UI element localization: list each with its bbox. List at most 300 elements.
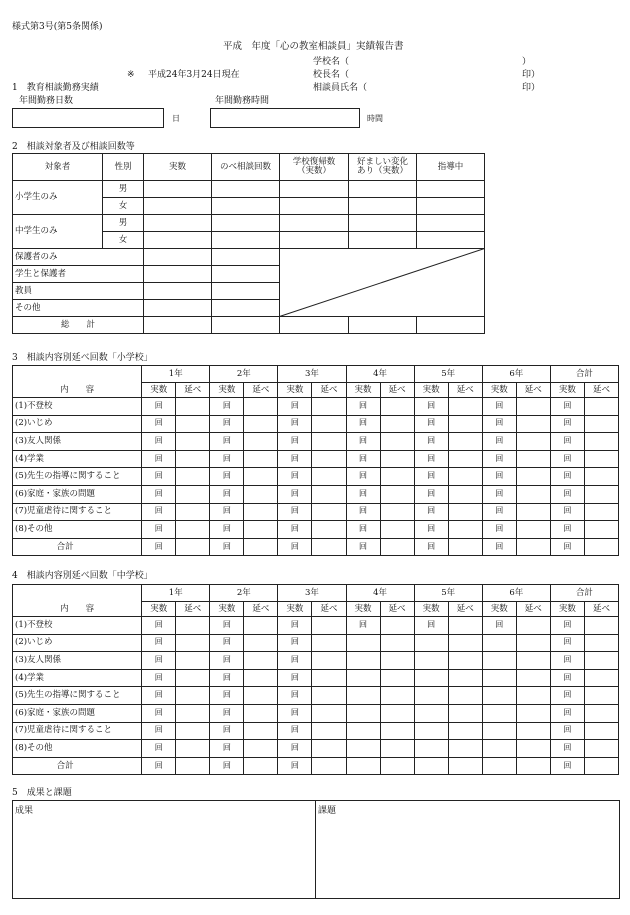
elem-cumulative-cell[interactable] <box>244 521 278 539</box>
elem-cumulative-cell[interactable] <box>312 450 346 468</box>
days-field[interactable] <box>12 108 164 128</box>
elem-cumulative-cell[interactable] <box>244 398 278 416</box>
elem-cumulative-cell[interactable] <box>176 538 210 556</box>
jhs-count-cell[interactable] <box>278 722 312 740</box>
elem-cumulative-cell[interactable] <box>584 415 618 433</box>
jhs-cumulative-cell[interactable] <box>448 652 482 670</box>
elem-cumulative-cell[interactable] <box>176 485 210 503</box>
elem-cumulative-cell[interactable] <box>176 433 210 451</box>
elem-count-cell[interactable] <box>482 538 516 556</box>
elem-count-cell[interactable] <box>346 450 380 468</box>
elem-count-cell[interactable] <box>482 468 516 486</box>
jhs-count-cell[interactable] <box>278 757 312 775</box>
s2-entry-cell[interactable] <box>417 317 485 334</box>
elem-cumulative-cell[interactable] <box>584 503 618 521</box>
jhs-cumulative-cell[interactable] <box>312 757 346 775</box>
elem-count-cell[interactable] <box>550 521 584 539</box>
elem-cumulative-cell[interactable] <box>448 398 482 416</box>
elem-count-cell[interactable] <box>346 415 380 433</box>
elem-count-cell[interactable] <box>482 503 516 521</box>
jhs-count-cell[interactable] <box>550 617 584 635</box>
elem-cumulative-cell[interactable] <box>312 433 346 451</box>
elem-count-cell[interactable] <box>210 398 244 416</box>
jhs-cumulative-cell[interactable] <box>516 617 550 635</box>
jhs-count-cell[interactable] <box>414 652 448 670</box>
elem-count-cell[interactable] <box>278 521 312 539</box>
elem-cumulative-cell[interactable] <box>516 398 550 416</box>
elem-cumulative-cell[interactable] <box>176 415 210 433</box>
jhs-count-cell[interactable] <box>414 722 448 740</box>
elem-count-cell[interactable] <box>414 398 448 416</box>
jhs-count-cell[interactable] <box>346 652 380 670</box>
count-unit: 回 <box>563 655 572 665</box>
jhs-count-cell[interactable] <box>414 617 448 635</box>
jhs-count-cell[interactable] <box>142 722 176 740</box>
elem-cumulative-cell[interactable] <box>380 433 414 451</box>
jhs-cumulative-cell[interactable] <box>516 687 550 705</box>
elem-cumulative-cell[interactable] <box>312 503 346 521</box>
elem-cumulative-cell[interactable] <box>244 450 278 468</box>
elem-count-cell[interactable] <box>550 415 584 433</box>
elem-count-cell[interactable] <box>278 450 312 468</box>
elem-count-cell[interactable] <box>142 503 176 521</box>
jhs-count-cell[interactable] <box>278 687 312 705</box>
elem-cumulative-cell[interactable] <box>448 433 482 451</box>
jhs-count-cell[interactable] <box>414 704 448 722</box>
elem-count-cell[interactable] <box>482 398 516 416</box>
jhs-count-cell[interactable] <box>550 704 584 722</box>
jhs-count-cell[interactable] <box>414 634 448 652</box>
elem-cumulative-cell[interactable] <box>312 398 346 416</box>
hours-field[interactable] <box>210 108 360 128</box>
elem-count-cell[interactable] <box>346 485 380 503</box>
jhs-count-cell[interactable] <box>346 740 380 758</box>
jhs-cumulative-cell[interactable] <box>584 634 618 652</box>
jhs-cumulative-cell[interactable] <box>380 740 414 758</box>
elem-cumulative-cell[interactable] <box>516 450 550 468</box>
elem-count-cell[interactable] <box>278 468 312 486</box>
elem-cumulative-cell[interactable] <box>312 485 346 503</box>
jhs-cumulative-cell[interactable] <box>244 757 278 775</box>
elem-count-cell[interactable] <box>142 538 176 556</box>
elem-cumulative-cell[interactable] <box>584 485 618 503</box>
jhs-cumulative-cell[interactable] <box>244 687 278 705</box>
elem-cumulative-cell[interactable] <box>312 468 346 486</box>
elem-count-cell[interactable] <box>550 398 584 416</box>
elem-count-cell[interactable] <box>414 485 448 503</box>
jhs-count-cell[interactable] <box>210 722 244 740</box>
jhs-count-cell[interactable] <box>414 757 448 775</box>
elem-count-cell[interactable] <box>346 398 380 416</box>
elem-cumulative-cell[interactable] <box>380 468 414 486</box>
elem-cumulative-cell[interactable] <box>516 433 550 451</box>
s2-entry-cell[interactable] <box>144 249 212 266</box>
jhs-cumulative-cell[interactable] <box>584 740 618 758</box>
elem-count-cell[interactable] <box>210 521 244 539</box>
jhs-count-cell[interactable] <box>346 704 380 722</box>
jhs-cumulative-cell[interactable] <box>516 704 550 722</box>
jhs-sub-header-cumulative: 延べ <box>584 602 618 617</box>
jhs-count-cell[interactable] <box>210 669 244 687</box>
s2-entry-cell[interactable] <box>280 317 349 334</box>
elem-cumulative-cell[interactable] <box>244 538 278 556</box>
count-unit: 回 <box>154 418 163 428</box>
elem-count-cell[interactable] <box>346 521 380 539</box>
jhs-cumulative-cell[interactable] <box>176 722 210 740</box>
jhs-count-cell[interactable] <box>278 652 312 670</box>
jhs-count-cell[interactable] <box>142 704 176 722</box>
elem-count-cell[interactable] <box>414 503 448 521</box>
jhs-cumulative-cell[interactable] <box>312 687 346 705</box>
elem-cumulative-cell[interactable] <box>448 468 482 486</box>
jhs-count-cell[interactable] <box>346 617 380 635</box>
jhs-count-cell[interactable] <box>482 722 516 740</box>
elem-count-cell[interactable] <box>210 468 244 486</box>
count-unit: 回 <box>222 418 231 428</box>
elem-cumulative-cell[interactable] <box>448 450 482 468</box>
elem-count-cell[interactable] <box>550 538 584 556</box>
elem-cumulative-cell[interactable] <box>380 503 414 521</box>
elem-cumulative-cell[interactable] <box>448 485 482 503</box>
jhs-cumulative-cell[interactable] <box>312 652 346 670</box>
elem-cumulative-cell[interactable] <box>380 415 414 433</box>
elem-count-cell[interactable] <box>482 415 516 433</box>
jhs-cumulative-cell[interactable] <box>312 669 346 687</box>
elem-cumulative-cell[interactable] <box>176 468 210 486</box>
elem-cumulative-cell[interactable] <box>584 521 618 539</box>
jhs-cumulative-cell[interactable] <box>584 617 618 635</box>
jhs-cumulative-cell[interactable] <box>312 722 346 740</box>
jhs-count-cell[interactable] <box>278 634 312 652</box>
jhs-cumulative-cell[interactable] <box>516 757 550 775</box>
elem-count-cell[interactable] <box>550 485 584 503</box>
jhs-count-cell[interactable] <box>414 687 448 705</box>
jhs-cumulative-cell[interactable] <box>380 687 414 705</box>
jhs-cumulative-cell[interactable] <box>448 757 482 775</box>
elem-cumulative-cell[interactable] <box>380 485 414 503</box>
jhs-cumulative-cell[interactable] <box>448 669 482 687</box>
elem-count-cell[interactable] <box>142 485 176 503</box>
jhs-cumulative-cell[interactable] <box>516 740 550 758</box>
jhs-count-cell[interactable] <box>142 740 176 758</box>
elem-cumulative-cell[interactable] <box>244 503 278 521</box>
elem-count-cell[interactable] <box>414 468 448 486</box>
elem-count-cell[interactable] <box>210 433 244 451</box>
jhs-count-cell[interactable] <box>278 704 312 722</box>
jhs-count-cell[interactable] <box>482 617 516 635</box>
elem-count-cell[interactable] <box>414 538 448 556</box>
jhs-cumulative-cell[interactable] <box>584 652 618 670</box>
elem-cumulative-cell[interactable] <box>380 450 414 468</box>
jhs-count-cell[interactable] <box>142 652 176 670</box>
elem-cumulative-cell[interactable] <box>244 485 278 503</box>
elem-count-cell[interactable] <box>346 468 380 486</box>
jhs-count-cell[interactable] <box>346 634 380 652</box>
jhs-cumulative-cell[interactable] <box>244 652 278 670</box>
jhs-count-cell[interactable] <box>210 687 244 705</box>
elem-cumulative-cell[interactable] <box>516 538 550 556</box>
jhs-cumulative-cell[interactable] <box>380 669 414 687</box>
jhs-cumulative-cell[interactable] <box>176 687 210 705</box>
jhs-cumulative-cell[interactable] <box>516 722 550 740</box>
jhs-count-cell[interactable] <box>346 757 380 775</box>
jhs-cumulative-cell[interactable] <box>448 617 482 635</box>
elem-count-cell[interactable] <box>278 433 312 451</box>
elem-cumulative-cell[interactable] <box>380 398 414 416</box>
elem-count-cell[interactable] <box>550 433 584 451</box>
jhs-cumulative-cell[interactable] <box>380 634 414 652</box>
elem-count-cell[interactable] <box>414 450 448 468</box>
jhs-cumulative-cell[interactable] <box>516 634 550 652</box>
s2-entry-cell[interactable] <box>280 215 349 232</box>
elem-count-cell[interactable] <box>482 485 516 503</box>
jhs-count-cell[interactable] <box>482 687 516 705</box>
elem-cumulative-cell[interactable] <box>244 468 278 486</box>
elem-cumulative-cell[interactable] <box>584 398 618 416</box>
s2-entry-cell[interactable] <box>280 181 349 198</box>
jhs-count-cell[interactable] <box>278 669 312 687</box>
s2-entry-cell[interactable] <box>144 232 212 249</box>
jhs-cumulative-cell[interactable] <box>516 652 550 670</box>
jhs-count-cell[interactable] <box>278 617 312 635</box>
s2-entry-cell[interactable] <box>212 181 280 198</box>
elem-cumulative-cell[interactable] <box>380 521 414 539</box>
jhs-cumulative-cell[interactable] <box>244 722 278 740</box>
elem-cumulative-cell[interactable] <box>176 450 210 468</box>
elem-count-cell[interactable] <box>278 415 312 433</box>
elem-count-cell[interactable] <box>278 503 312 521</box>
elem-count-cell[interactable] <box>346 503 380 521</box>
jhs-count-cell[interactable] <box>210 652 244 670</box>
elem-cumulative-cell[interactable] <box>176 521 210 539</box>
elem-cumulative-cell[interactable] <box>176 503 210 521</box>
elem-cumulative-cell[interactable] <box>244 415 278 433</box>
elem-count-cell[interactable] <box>482 450 516 468</box>
jhs-cumulative-cell[interactable] <box>584 722 618 740</box>
s2-entry-cell[interactable] <box>417 198 485 215</box>
elem-cumulative-cell[interactable] <box>448 415 482 433</box>
jhs-cumulative-cell[interactable] <box>176 757 210 775</box>
elem-count-cell[interactable] <box>210 485 244 503</box>
elem-count-cell[interactable] <box>346 538 380 556</box>
jhs-cumulative-cell[interactable] <box>176 617 210 635</box>
count-unit: 回 <box>222 471 231 481</box>
elem-cumulative-cell[interactable] <box>176 398 210 416</box>
jhs-count-cell[interactable] <box>210 704 244 722</box>
elem-cumulative-cell[interactable] <box>516 468 550 486</box>
elem-cumulative-cell[interactable] <box>584 468 618 486</box>
elem-count-cell[interactable] <box>142 468 176 486</box>
s2-entry-cell[interactable] <box>144 215 212 232</box>
elem-cumulative-cell[interactable] <box>584 433 618 451</box>
school-name-label: 学校名（ <box>313 57 350 67</box>
s2-entry-cell[interactable] <box>417 181 485 198</box>
elem-cumulative-cell[interactable] <box>584 450 618 468</box>
jhs-cumulative-cell[interactable] <box>244 704 278 722</box>
elem-count-cell[interactable] <box>414 415 448 433</box>
elem-count-cell[interactable] <box>142 415 176 433</box>
elem-cumulative-cell[interactable] <box>516 503 550 521</box>
jhs-count-cell[interactable] <box>142 669 176 687</box>
s2-entry-cell[interactable] <box>349 232 417 249</box>
jhs-cumulative-cell[interactable] <box>244 669 278 687</box>
elem-count-cell[interactable] <box>210 538 244 556</box>
jhs-cumulative-cell[interactable] <box>176 652 210 670</box>
s2-entry-cell[interactable] <box>212 317 280 334</box>
elem-count-cell[interactable] <box>142 433 176 451</box>
jhs-count-cell[interactable] <box>142 757 176 775</box>
jhs-cumulative-cell[interactable] <box>584 669 618 687</box>
elem-cumulative-cell[interactable] <box>516 485 550 503</box>
jhs-cumulative-cell[interactable] <box>380 652 414 670</box>
s2-entry-cell[interactable] <box>417 215 485 232</box>
s2-entry-cell[interactable] <box>349 215 417 232</box>
s2-entry-cell[interactable] <box>144 266 212 283</box>
jhs-cumulative-cell[interactable] <box>448 740 482 758</box>
jhs-cumulative-cell[interactable] <box>244 634 278 652</box>
jhs-count-cell[interactable] <box>346 722 380 740</box>
s2-entry-cell[interactable] <box>212 300 280 317</box>
jhs-cumulative-cell[interactable] <box>448 634 482 652</box>
elem-cumulative-cell[interactable] <box>516 415 550 433</box>
s2-entry-cell[interactable] <box>280 198 349 215</box>
jhs-cumulative-cell[interactable] <box>176 704 210 722</box>
elem-cumulative-cell[interactable] <box>380 538 414 556</box>
jhs-count-cell[interactable] <box>550 722 584 740</box>
s2-entry-cell[interactable] <box>144 181 212 198</box>
elem-cumulative-cell[interactable] <box>584 538 618 556</box>
count-unit: 回 <box>222 742 231 752</box>
jhs-count-cell[interactable] <box>142 617 176 635</box>
s2-entry-cell[interactable] <box>212 249 280 266</box>
elem-grade-header: 6年 <box>482 366 550 383</box>
jhs-count-cell[interactable] <box>550 687 584 705</box>
elem-count-cell[interactable] <box>414 521 448 539</box>
jhs-count-cell[interactable] <box>142 634 176 652</box>
jhs-count-cell[interactable] <box>210 634 244 652</box>
jhs-cumulative-cell[interactable] <box>380 757 414 775</box>
jhs-count-cell[interactable] <box>482 740 516 758</box>
elem-count-cell[interactable] <box>346 433 380 451</box>
elem-cumulative-cell[interactable] <box>448 503 482 521</box>
s2-entry-cell[interactable] <box>212 232 280 249</box>
elem-count-cell[interactable] <box>482 433 516 451</box>
jhs-cumulative-cell[interactable] <box>380 617 414 635</box>
jhs-cumulative-cell[interactable] <box>380 722 414 740</box>
issues-box[interactable] <box>315 800 620 899</box>
jhs-cumulative-cell[interactable] <box>516 669 550 687</box>
jhs-cumulative-cell[interactable] <box>312 617 346 635</box>
jhs-cumulative-cell[interactable] <box>244 617 278 635</box>
elem-cumulative-cell[interactable] <box>516 521 550 539</box>
jhs-cumulative-cell[interactable] <box>244 740 278 758</box>
jhs-cumulative-cell[interactable] <box>176 634 210 652</box>
jhs-cumulative-cell[interactable] <box>448 722 482 740</box>
elem-cumulative-cell[interactable] <box>312 521 346 539</box>
elem-count-cell[interactable] <box>278 485 312 503</box>
jhs-cumulative-cell[interactable] <box>448 687 482 705</box>
jhs-count-cell[interactable] <box>482 757 516 775</box>
elem-count-cell[interactable] <box>210 503 244 521</box>
elem-count-cell[interactable] <box>550 450 584 468</box>
jhs-count-cell[interactable] <box>346 687 380 705</box>
count-unit: 回 <box>290 436 299 446</box>
jhs-count-cell[interactable] <box>346 669 380 687</box>
jhs-cumulative-cell[interactable] <box>448 704 482 722</box>
jhs-cumulative-cell[interactable] <box>584 757 618 775</box>
jhs-cumulative-cell[interactable] <box>584 704 618 722</box>
jhs-cumulative-cell[interactable] <box>176 669 210 687</box>
jhs-cumulative-cell[interactable] <box>176 740 210 758</box>
s2-entry-cell[interactable] <box>144 317 212 334</box>
s2-entry-cell[interactable] <box>144 300 212 317</box>
elem-count-cell[interactable] <box>210 450 244 468</box>
jhs-cumulative-cell[interactable] <box>312 634 346 652</box>
jhs-count-cell[interactable] <box>414 669 448 687</box>
s2-entry-cell[interactable] <box>144 198 212 215</box>
elem-count-cell[interactable] <box>142 521 176 539</box>
jhs-cumulative-cell[interactable] <box>380 704 414 722</box>
s2-entry-cell[interactable] <box>349 317 417 334</box>
jhs-row-label: (6)家庭・家族の問題 <box>13 704 142 722</box>
elem-count-cell[interactable] <box>278 538 312 556</box>
jhs-count-cell[interactable] <box>550 669 584 687</box>
elem-cumulative-cell[interactable] <box>312 415 346 433</box>
elem-count-cell[interactable] <box>142 450 176 468</box>
jhs-count-cell[interactable] <box>550 757 584 775</box>
elem-count-cell[interactable] <box>550 503 584 521</box>
jhs-count-cell[interactable] <box>278 740 312 758</box>
elem-cumulative-cell[interactable] <box>312 538 346 556</box>
s2-entry-cell[interactable] <box>212 198 280 215</box>
elem-cumulative-cell[interactable] <box>448 521 482 539</box>
jhs-count-cell[interactable] <box>210 617 244 635</box>
s2-entry-cell[interactable] <box>417 232 485 249</box>
s2-entry-cell[interactable] <box>349 181 417 198</box>
s2-entry-cell[interactable] <box>349 198 417 215</box>
jhs-count-cell[interactable] <box>482 669 516 687</box>
count-unit: 回 <box>495 506 504 516</box>
jhs-count-cell[interactable] <box>210 757 244 775</box>
jhs-count-cell[interactable] <box>550 634 584 652</box>
jhs-count-cell[interactable] <box>210 740 244 758</box>
s2-entry-cell[interactable] <box>144 283 212 300</box>
jhs-count-cell[interactable] <box>550 740 584 758</box>
jhs-count-cell[interactable] <box>482 652 516 670</box>
s2-entry-cell[interactable] <box>280 232 349 249</box>
jhs-count-cell[interactable] <box>482 634 516 652</box>
jhs-cumulative-cell[interactable] <box>312 704 346 722</box>
jhs-cumulative-cell[interactable] <box>584 687 618 705</box>
jhs-count-cell[interactable] <box>414 740 448 758</box>
jhs-count-cell[interactable] <box>550 652 584 670</box>
elem-count-cell[interactable] <box>278 398 312 416</box>
s2-entry-cell[interactable] <box>212 283 280 300</box>
jhs-count-cell[interactable] <box>142 687 176 705</box>
elem-count-cell[interactable] <box>550 468 584 486</box>
elem-cumulative-cell[interactable] <box>448 538 482 556</box>
elem-cumulative-cell[interactable] <box>244 433 278 451</box>
elem-count-cell[interactable] <box>414 433 448 451</box>
jhs-cumulative-cell[interactable] <box>312 740 346 758</box>
elem-count-cell[interactable] <box>142 398 176 416</box>
elem-count-cell[interactable] <box>482 521 516 539</box>
s2-entry-cell[interactable] <box>212 266 280 283</box>
elem-count-cell[interactable] <box>210 415 244 433</box>
results-box[interactable] <box>12 800 316 899</box>
jhs-count-cell[interactable] <box>482 704 516 722</box>
s2-entry-cell[interactable] <box>212 215 280 232</box>
